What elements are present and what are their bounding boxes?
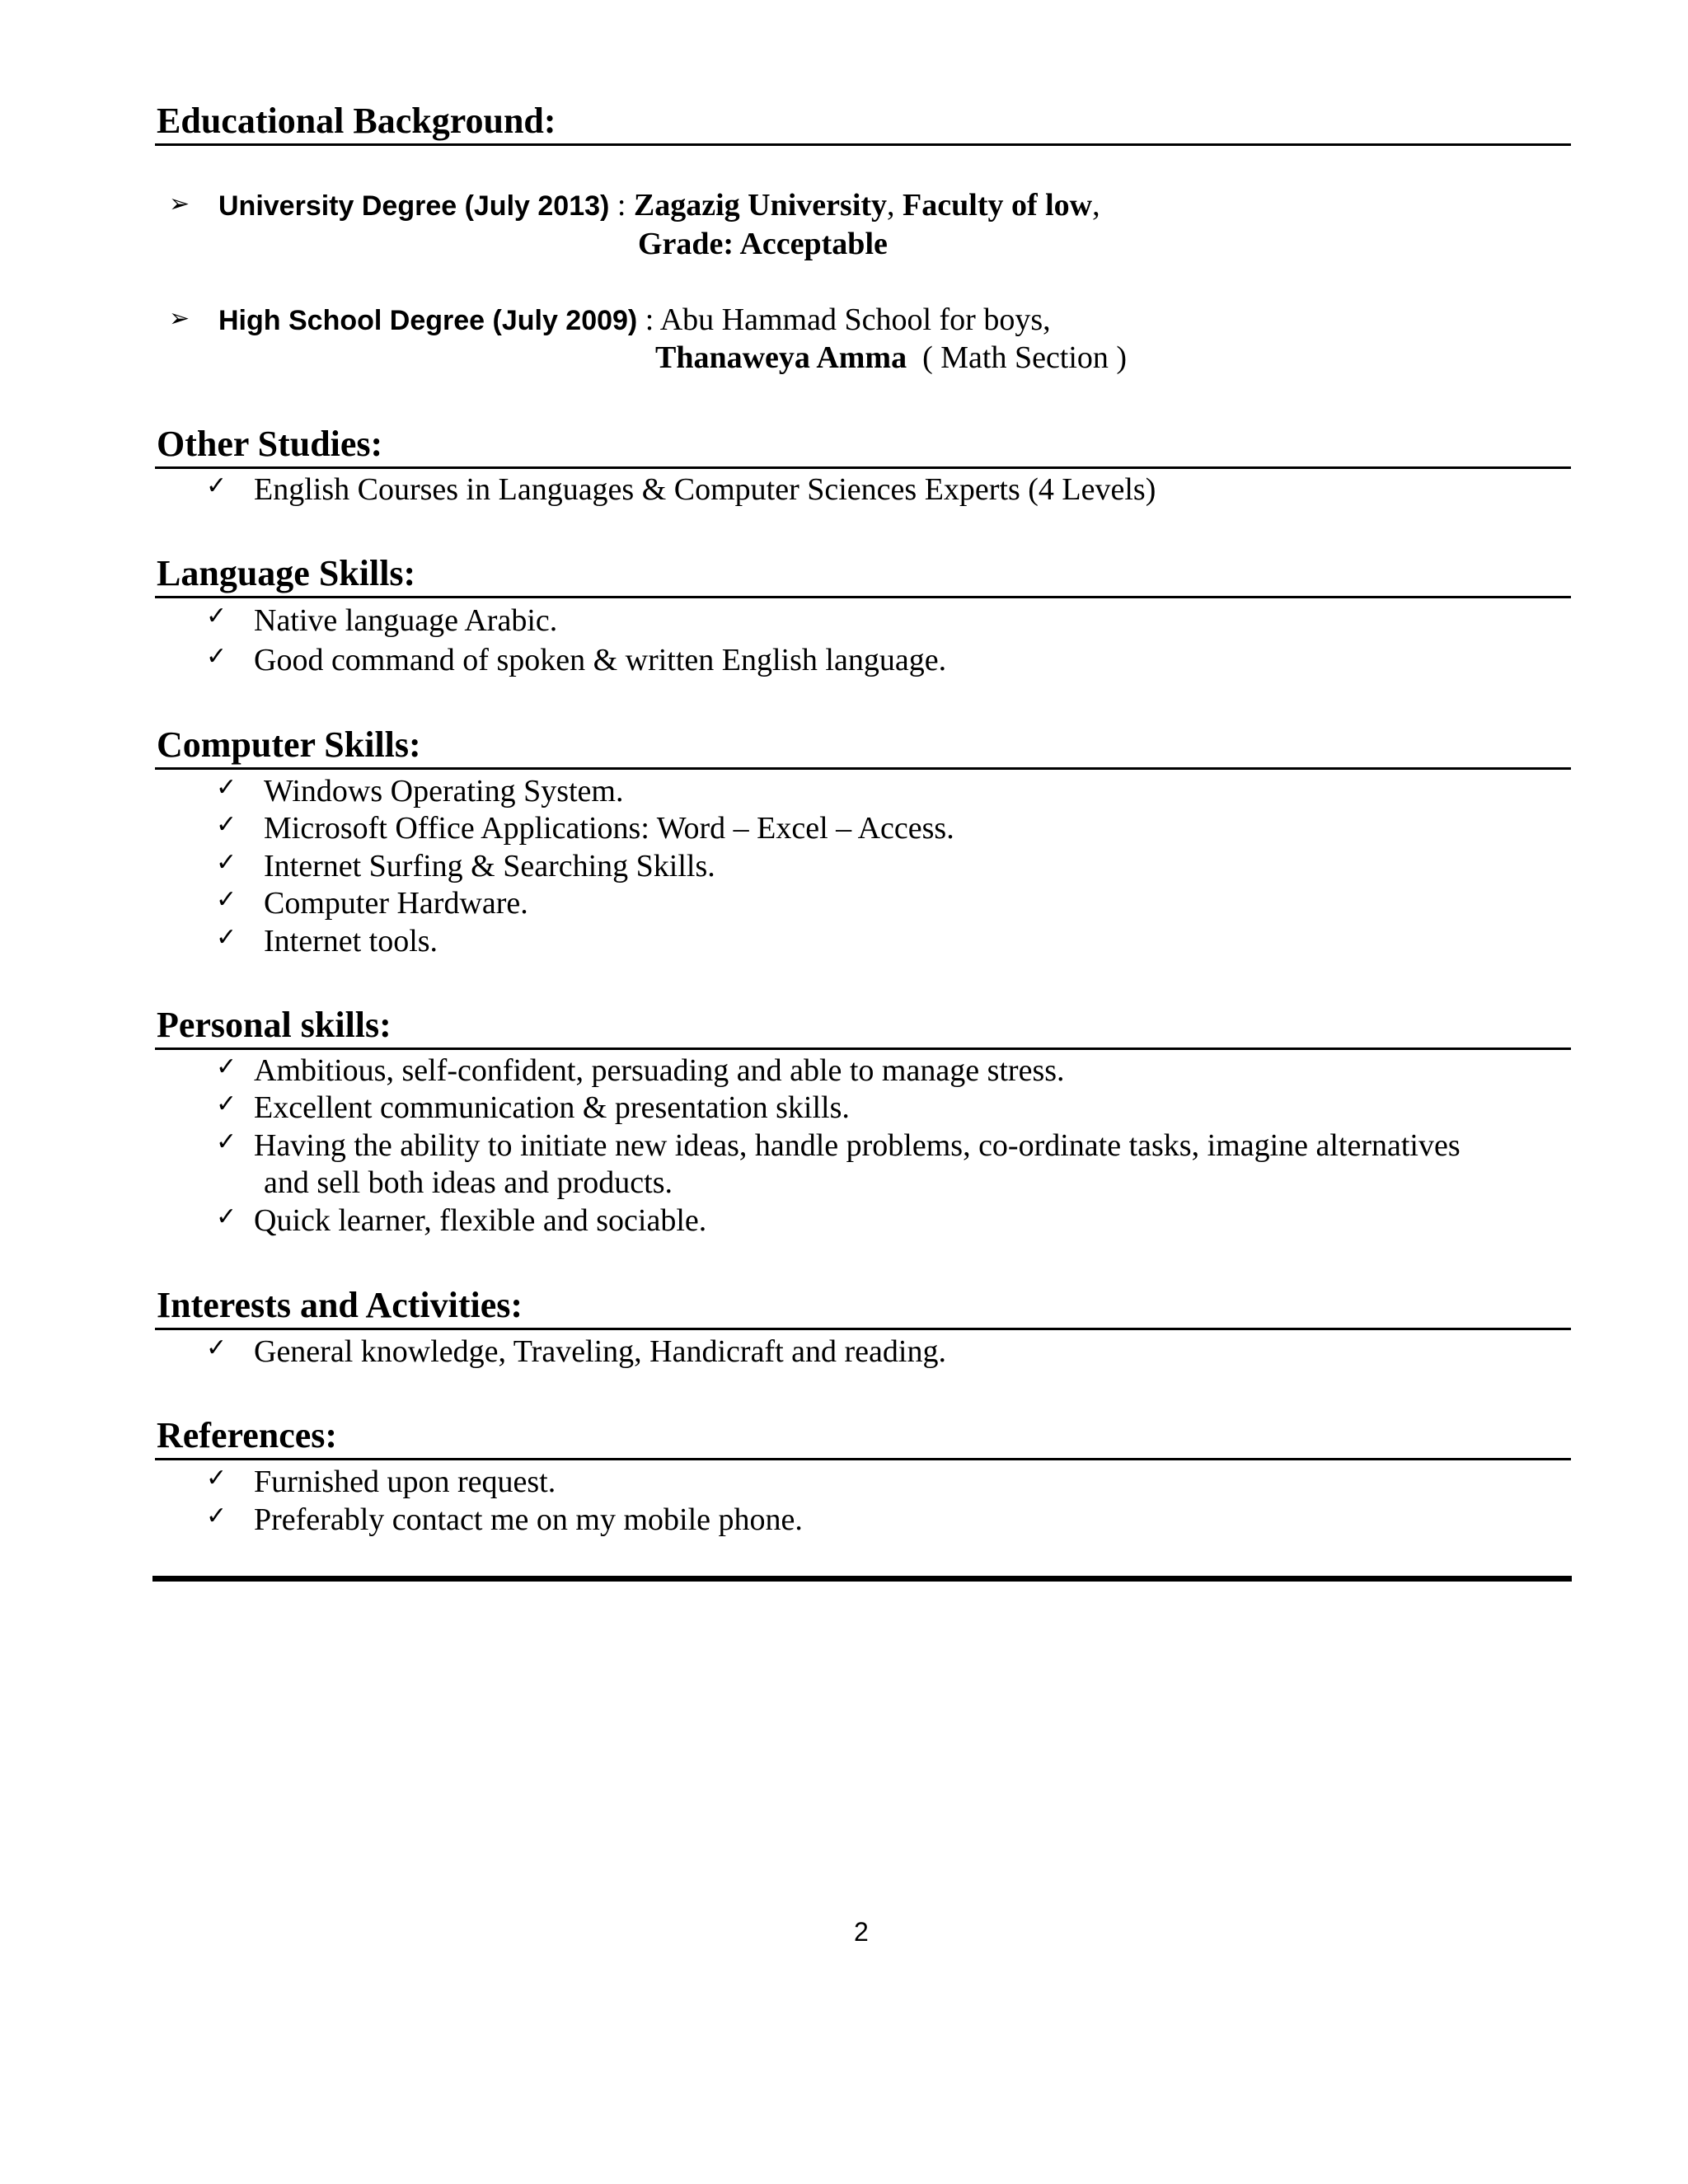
check-icon: ✓ <box>206 602 227 630</box>
check-icon: ✓ <box>206 642 227 671</box>
check-icon: ✓ <box>216 1202 237 1231</box>
check-icon: ✓ <box>216 773 237 802</box>
list-item-continuation: and sell both ideas and products. <box>264 1165 673 1200</box>
list-item: Furnished upon request. <box>254 1465 556 1499</box>
arrow-bullet-icon: ➢ <box>169 304 190 333</box>
list-item: Having the ability to initiate new ideas, handle problems, co-ordinate tasks, imagine alternatives <box>254 1128 1461 1163</box>
list-item: Good command of spoken & written English language. <box>254 643 947 677</box>
high-school-cert-line <box>655 342 1127 373</box>
high-school-cert: Thanaweya Amma <box>655 340 907 375</box>
check-icon: ✓ <box>216 848 237 877</box>
list-item: Windows Operating System. <box>264 774 624 808</box>
high-school-degree-line: High School Degree (July 2009) : Abu Hammad School for boys, <box>218 302 1051 337</box>
check-icon: ✓ <box>206 1464 227 1493</box>
references-rule <box>155 1458 1571 1460</box>
computer-skills-rule <box>155 767 1571 770</box>
check-icon: ✓ <box>216 923 237 952</box>
list-item: Internet tools. <box>264 924 438 958</box>
other-studies-title: Other Studies: <box>157 424 383 464</box>
check-icon: ✓ <box>216 810 237 839</box>
interests-rule <box>155 1328 1571 1330</box>
list-item: Computer Hardware. <box>264 886 528 921</box>
page-number: 2 <box>854 1917 869 1947</box>
list-item: General knowledge, Traveling, Handicraft and reading. <box>254 1334 946 1369</box>
list-item: Native language Arabic. <box>254 603 558 638</box>
check-icon: ✓ <box>206 1502 227 1530</box>
university-degree-line: University Degree (July 2013) : Zagazig University, Faculty of low, <box>218 188 1100 223</box>
university-degree-label: University Degree (July 2013) <box>218 190 610 222</box>
university-faculty: Faculty of low <box>903 188 1093 223</box>
high-school-degree-label: High School Degree (July 2009) <box>218 305 638 336</box>
check-icon: ✓ <box>216 885 237 914</box>
university-grade: Grade: Acceptable <box>638 227 888 261</box>
arrow-bullet-icon: ➢ <box>169 190 190 218</box>
list-item: Excellent communication & presentation skills. <box>254 1090 850 1125</box>
check-icon: ✓ <box>206 471 227 500</box>
high-school-section: ( Math Section ) <box>907 340 1128 375</box>
check-icon: ✓ <box>216 1127 237 1156</box>
other-studies-rule <box>155 466 1571 469</box>
list-item: English Courses in Languages & Computer Sciences Experts (4 Levels) <box>254 472 1156 507</box>
list-item: Quick learner, flexible and sociable. <box>254 1203 707 1238</box>
education-title: Educational Background: <box>157 101 556 141</box>
interests-title: Interests and Activities: <box>157 1285 523 1325</box>
high-school-name: Abu Hammad School for boys, <box>659 302 1051 337</box>
list-item: Internet Surfing & Searching Skills. <box>264 849 715 883</box>
personal-skills-rule <box>155 1047 1571 1050</box>
closing-rule <box>152 1576 1572 1582</box>
check-icon: ✓ <box>206 1333 227 1362</box>
check-icon: ✓ <box>216 1090 237 1118</box>
university-name: Zagazig University <box>633 188 888 223</box>
personal-skills-title: Personal skills: <box>157 1005 392 1045</box>
list-item: Microsoft Office Applications: Word – Excel – Access. <box>264 811 954 846</box>
list-item: Preferably contact me on my mobile phone. <box>254 1502 803 1537</box>
education-rule <box>155 143 1571 146</box>
check-icon: ✓ <box>216 1052 237 1081</box>
language-skills-rule <box>155 596 1571 598</box>
references-title: References: <box>157 1415 338 1455</box>
language-skills-title: Language Skills: <box>157 553 416 593</box>
computer-skills-title: Computer Skills: <box>157 724 421 765</box>
list-item: Ambitious, self-confident, persuading and able to manage stress. <box>254 1053 1065 1088</box>
